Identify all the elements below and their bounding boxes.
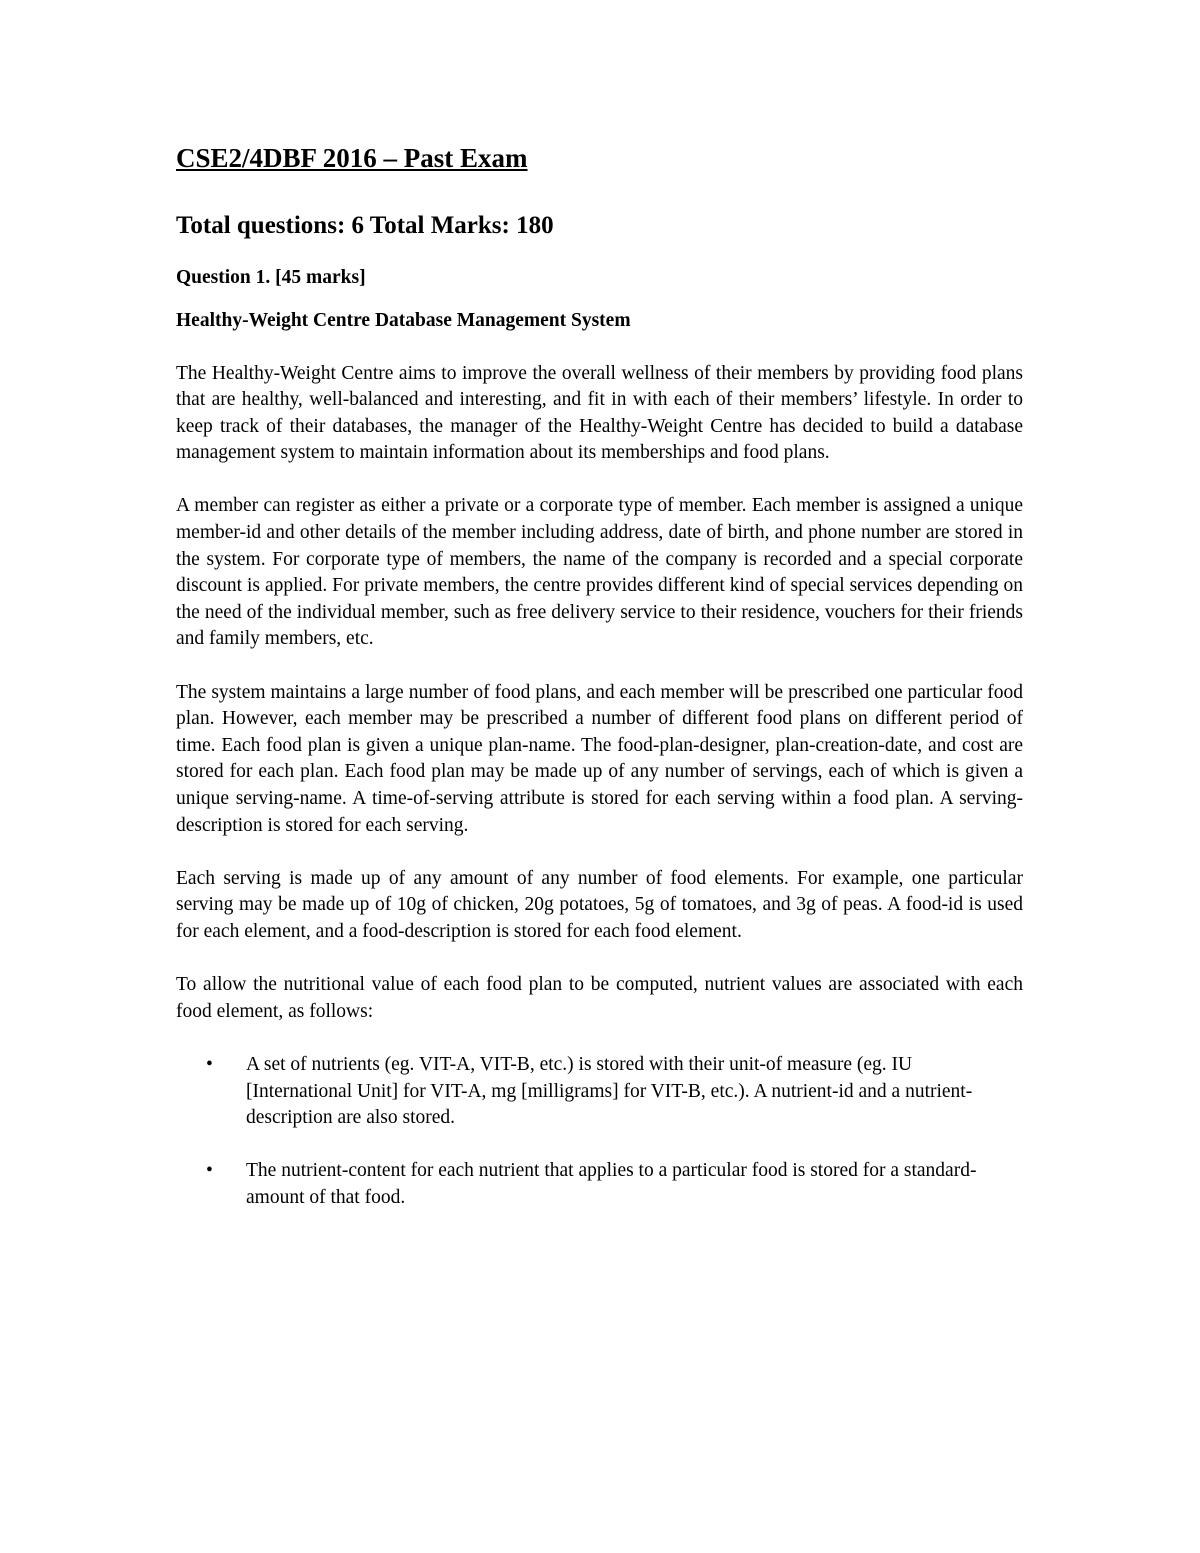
bullet-icon: • [206,1160,213,1182]
bullet-text: A set of nutrients (eg. VIT-A, VIT-B, etc.) is stored with their unit-of measure (eg. IU [International Unit] for VIT-A, mg [milligrams] for VIT-B, etc.). A nutrient-id and a nutrient-description are also stored. [246,1053,973,1129]
document-content [176,140,1023,1238]
paragraph-food-plans: The system maintains a large number of food plans, and each member will be prescribed one particular food plan. However, each member may be prescribed a number of different food plans on different period of time. Each food plan is given a unique plan-name. The food-plan-designer, plan-creation-date, and cost are stored for each plan. Each food plan may be made up of any number of servings, each of which is given a unique serving-name. A time-of-serving attribute is stored for each serving within a food plan. A serving-description is stored for each serving. [176,681,1023,836]
question-heading: Question 1. [45 marks] [176,267,366,288]
total-questions-marks: Total questions: 6 Total Marks: 180 [176,212,554,239]
bullet-icon: • [206,1053,213,1075]
bullet-item-nutrient-content [176,1158,1023,1211]
bullet-text: The nutrient-content for each nutrient that applies to a particular food is stored for a standard-amount of that food. [246,1160,977,1208]
exam-title: CSE2/4DBF 2016 – Past Exam [176,143,528,173]
paragraph-servings: Each serving is made up of any amount of any number of food elements. For example, one particular serving may be made up of 10g of chicken, 20g potatoes, 5g of tomatoes, and 3g of peas. A food-id is used for each element, and a food-description is stored for each food element. [176,867,1023,942]
system-heading: Healthy-Weight Centre Database Management System [176,309,631,331]
paragraph-nutrients-intro: To allow the nutritional value of each food plan to be computed, nutrient values are associated with each food element, as follows: [176,974,1023,1022]
bullet-item-nutrient-set [176,1052,1023,1132]
paragraph-members: A member can register as either a private or a corporate type of member. Each member is assigned a unique member-id and other details of the member including address, date of birth, and phone number are stored in the system. For corporate type of members, the name of the company is recorded and a special corporate discount is applied. For private members, the centre provides different kind of special services depending on the need of the individual member, such as free delivery service to their residence, vouchers for their friends and family members, etc. [176,495,1023,650]
nutrient-bullet-list [176,1052,1023,1212]
paragraph-intro: The Healthy-Weight Centre aims to improve the overall wellness of their members by providing food plans that are healthy, well-balanced and interesting, and fit in with each of their members’ lifestyle. In order to keep track of their databases, the manager of the Healthy-Weight Centre has decided to build a database management system to maintain information about its memberships and food plans. [176,362,1023,464]
